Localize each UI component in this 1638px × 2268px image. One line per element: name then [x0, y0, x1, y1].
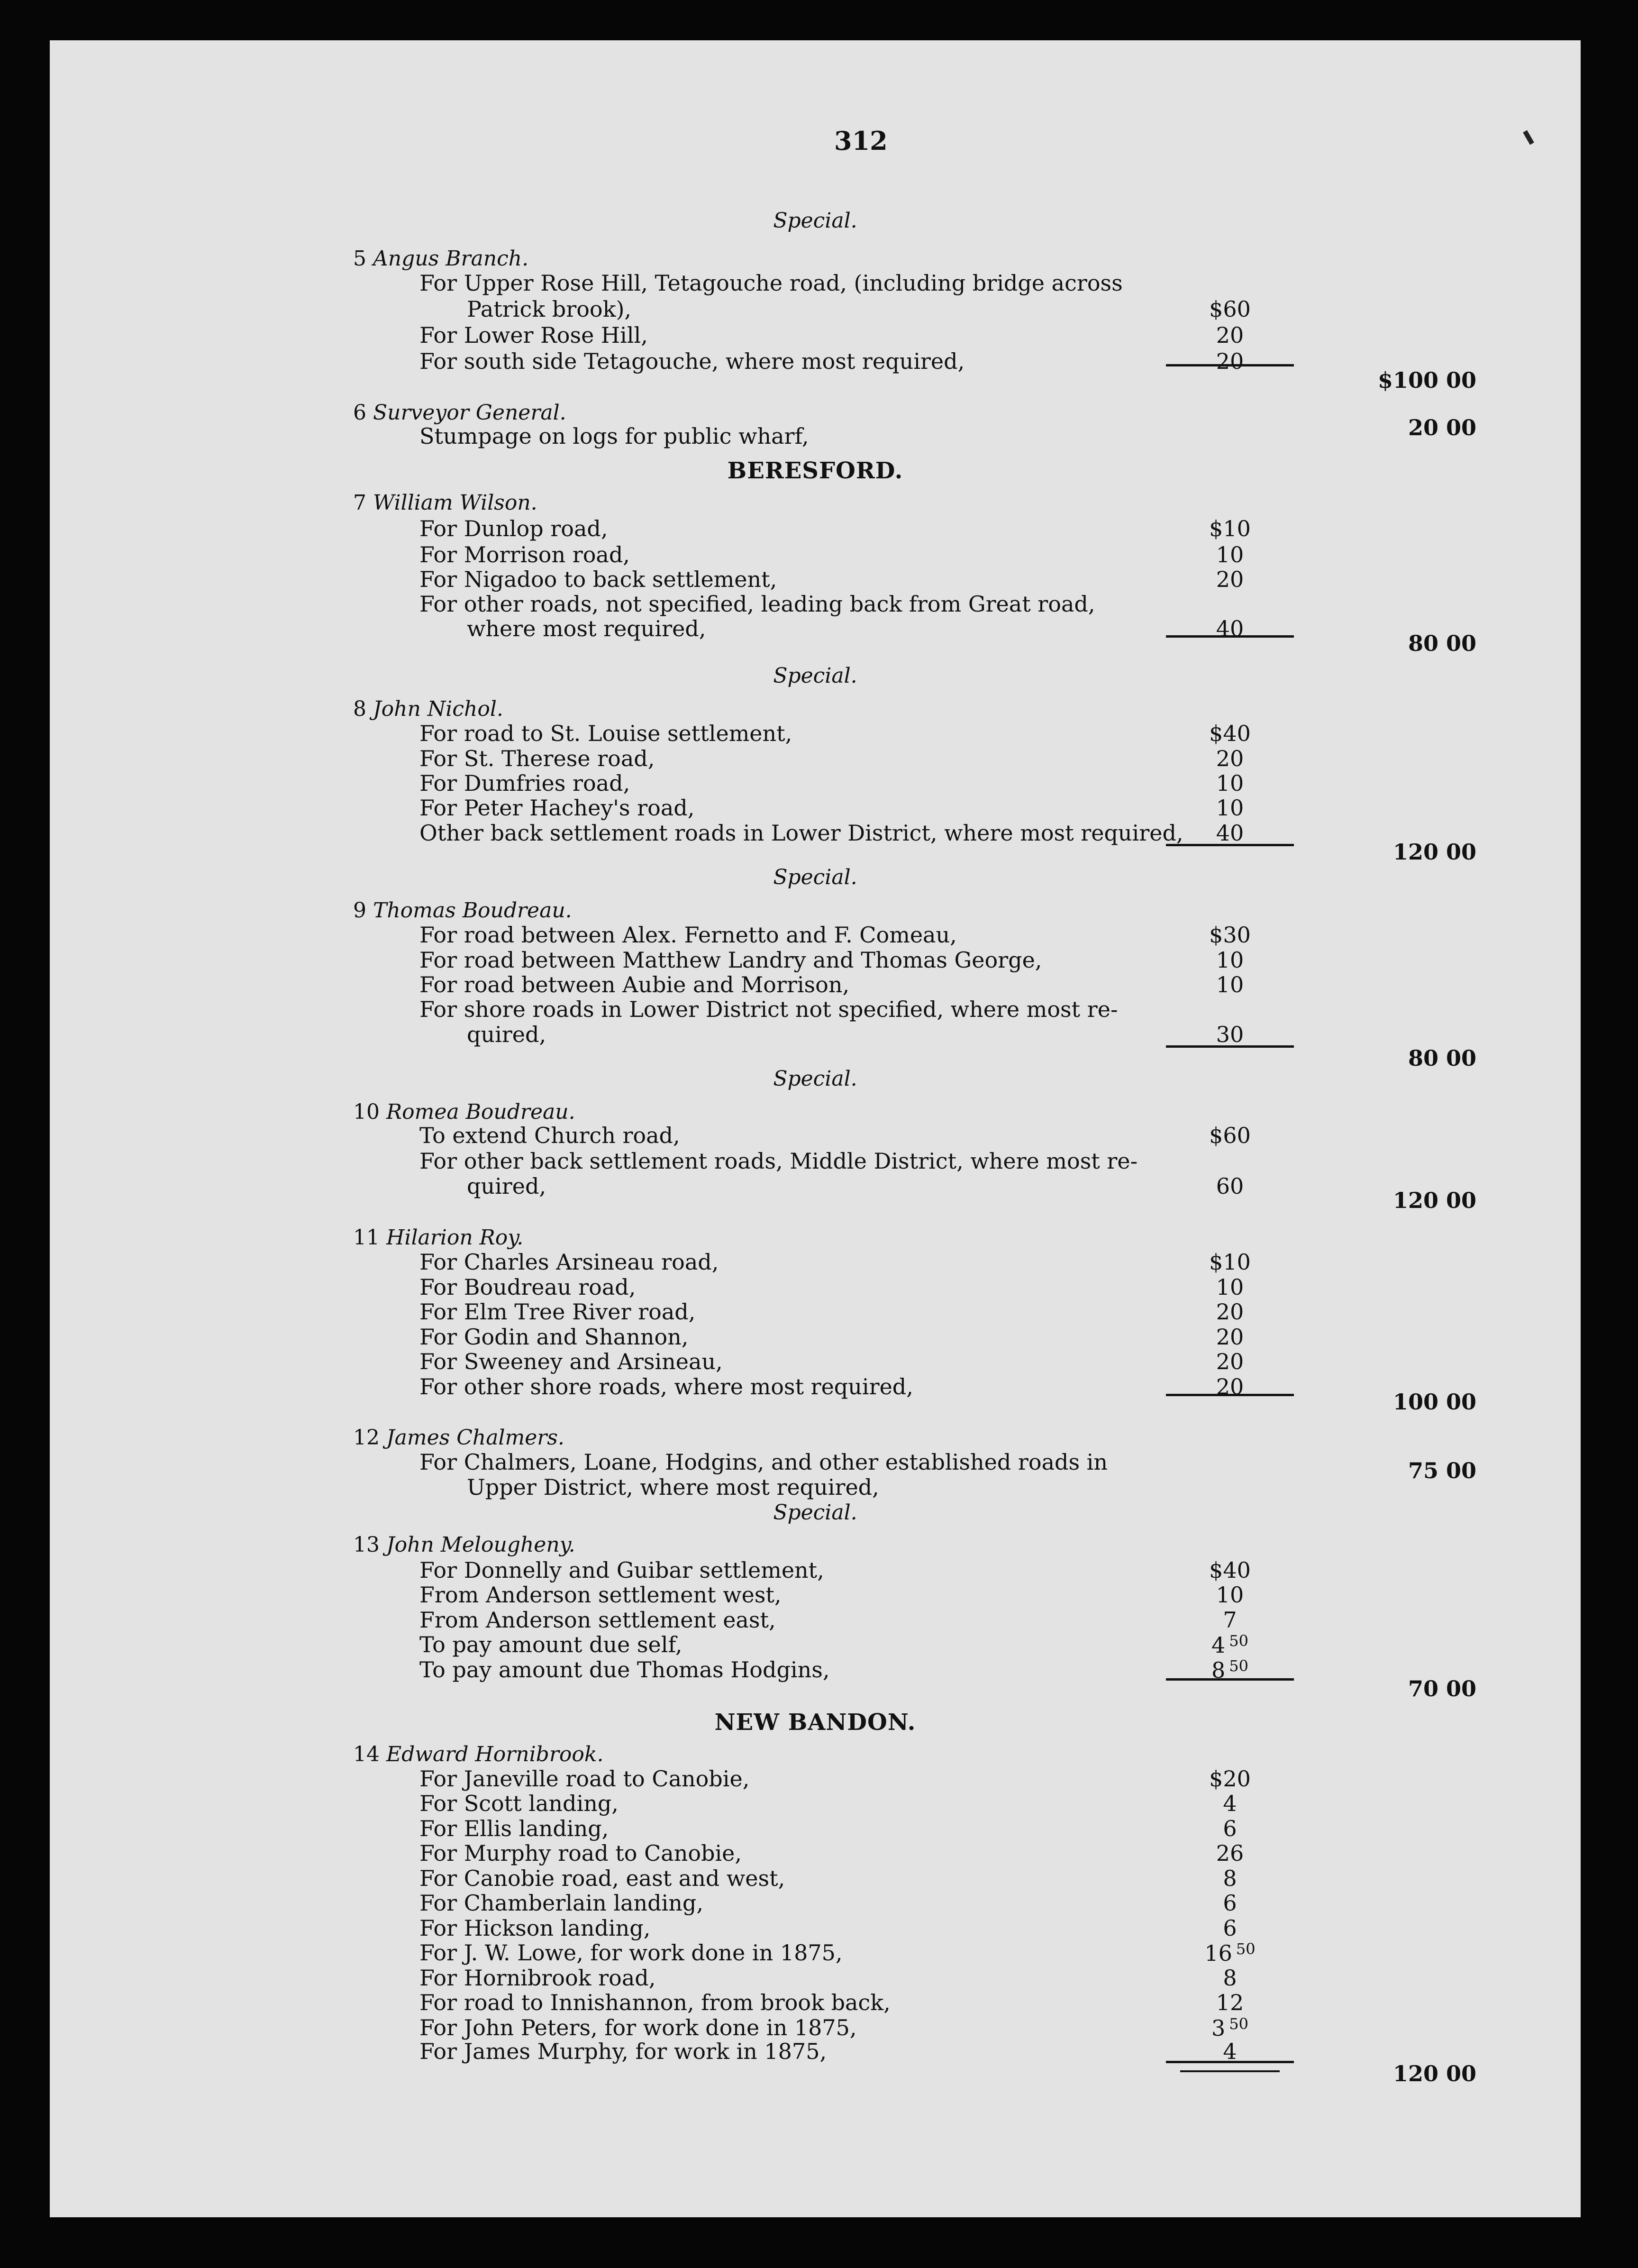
- item-dollars: 20: [1216, 746, 1244, 771]
- item-row: [50, 1940, 1581, 1968]
- item-description: For St. Therese road,: [419, 746, 655, 771]
- entry-payee: John Melougheny.: [386, 1533, 575, 1557]
- item-dollars: $40: [1209, 721, 1251, 746]
- item-dollars: 4: [1223, 2039, 1237, 2064]
- item-dollars: 10: [1216, 1274, 1244, 1300]
- item-dollars: $20: [1209, 1766, 1251, 1792]
- item-row: [50, 1990, 1581, 2018]
- item-dollars: 26: [1216, 1840, 1244, 1866]
- item-cents: 50: [1229, 1657, 1248, 1675]
- sum-rule: [1166, 1394, 1294, 1396]
- item-description: quired,: [467, 1022, 546, 1047]
- item-dollars: 10: [1216, 795, 1244, 821]
- item-amount: [1173, 1582, 1287, 1608]
- item-dollars: 30: [1216, 1022, 1244, 1047]
- item-description: For Dumfries road,: [419, 770, 630, 796]
- item-dollars: $10: [1209, 516, 1251, 541]
- item-amount: [1173, 972, 1287, 997]
- item-description: For J. W. Lowe, for work done in 1875,: [419, 1940, 843, 1966]
- item-description: For road to St. Louise settlement,: [419, 721, 792, 746]
- item-dollars: 6: [1223, 1915, 1237, 1941]
- item-row: [50, 947, 1581, 976]
- entry-heading: [353, 491, 537, 515]
- item-row: [50, 1866, 1581, 1894]
- item-description: For Chalmers, Loane, Hodgins, and other established roads in: [419, 1449, 1108, 1475]
- item-description: To pay amount due Thomas Hodgins,: [419, 1657, 830, 1683]
- item-dollars: 8: [1223, 1965, 1237, 1991]
- item-cents: 50: [1229, 2015, 1248, 2033]
- item-dollars: $10: [1209, 1249, 1251, 1275]
- entry-total: 20 00: [1408, 415, 1476, 440]
- item-dollars: 10: [1216, 947, 1244, 973]
- entry-number: 7: [353, 491, 366, 515]
- item-description: For Sweeney and Arsineau,: [419, 1349, 723, 1374]
- special-label: Special.: [773, 865, 857, 889]
- item-description: For road to Innishannon, from brook back,: [419, 1990, 891, 2015]
- item-row: [50, 795, 1581, 823]
- item-description: quired,: [467, 1173, 546, 1199]
- sum-rule: [1166, 1678, 1294, 1681]
- entry-total: 80 00: [1408, 631, 1476, 656]
- entry-total: 120 00: [1392, 839, 1476, 865]
- entry-payee: James Chalmers.: [386, 1426, 564, 1450]
- item-description: For Chamberlain landing,: [419, 1890, 703, 1916]
- item-description: For Donnelly and Guibar settlement,: [419, 1557, 824, 1583]
- item-amount: [1173, 746, 1287, 771]
- item-dollars: $40: [1209, 1557, 1251, 1583]
- entry-number: 14: [353, 1742, 380, 1766]
- item-amount: [1173, 1324, 1287, 1350]
- item-row: [50, 1890, 1581, 1919]
- entry-number: 9: [353, 898, 366, 923]
- item-cents: 50: [1229, 1632, 1248, 1650]
- item-description: For Hickson landing,: [419, 1915, 651, 1941]
- entry-number: 12: [353, 1426, 380, 1450]
- entry-number: 5: [353, 247, 366, 271]
- item-row: [50, 322, 1581, 351]
- entry-total: 75 00: [1408, 1458, 1476, 1483]
- item-amount: [1173, 1816, 1287, 1841]
- item-dollars: 4: [1211, 1632, 1226, 1658]
- item-row: [50, 1324, 1581, 1353]
- item-description: Stumpage on logs for public wharf,: [419, 423, 809, 449]
- item-row: [50, 591, 1581, 620]
- sum-rule: [1166, 364, 1294, 366]
- item-description: For Morrison road,: [419, 542, 630, 567]
- item-description: For John Peters, for work done in 1875,: [419, 2015, 857, 2040]
- item-row: [50, 1299, 1581, 1327]
- item-dollars: $30: [1209, 922, 1251, 948]
- item-dollars: 60: [1216, 1173, 1244, 1199]
- entry-payee: William Wilson.: [373, 491, 537, 515]
- entry-heading: [353, 697, 503, 721]
- item-description: For Scott landing,: [419, 1791, 619, 1816]
- item-row: [50, 972, 1581, 1000]
- item-row: [50, 1965, 1581, 1994]
- item-row: [50, 1582, 1581, 1610]
- item-amount: [1173, 1940, 1287, 1966]
- item-description: For other shore roads, where most required,: [419, 1374, 913, 1399]
- item-amount: [1173, 2015, 1287, 2041]
- entry-number: 6: [353, 401, 366, 425]
- item-description: For Boudreau road,: [419, 1274, 636, 1300]
- district-heading: BERESFORD.: [727, 457, 903, 484]
- item-dollars: 20: [1216, 322, 1244, 348]
- item-row: [50, 1816, 1581, 1844]
- item-amount: [1173, 1632, 1287, 1658]
- item-dollars: 6: [1223, 1890, 1237, 1916]
- item-amount: [1173, 322, 1287, 348]
- item-row: [50, 770, 1581, 799]
- item-description: To pay amount due self,: [419, 1632, 682, 1657]
- item-amount: [1173, 1607, 1287, 1633]
- entry-heading: [353, 1426, 564, 1450]
- item-amount: [1173, 820, 1287, 846]
- item-dollars: $60: [1209, 296, 1251, 322]
- item-dollars: 16: [1204, 1940, 1232, 1966]
- item-description: Patrick brook),: [467, 296, 632, 322]
- entry-payee: Angus Branch.: [373, 247, 529, 271]
- item-description: For road between Alex. Fernetto and F. Comeau,: [419, 922, 957, 948]
- item-description: For Hornibrook road,: [419, 1965, 656, 1991]
- entry-heading: [353, 247, 528, 271]
- item-description: Upper District, where most required,: [467, 1474, 879, 1500]
- item-dollars: 6: [1223, 1816, 1237, 1841]
- special-label: Special.: [773, 209, 857, 233]
- sum-rule: [1166, 635, 1294, 638]
- item-dollars: 20: [1216, 1374, 1244, 1399]
- item-row: [50, 746, 1581, 774]
- item-description: To extend Church road,: [419, 1123, 680, 1148]
- item-dollars: 4: [1223, 1791, 1237, 1816]
- item-description: For Charles Arsineau road,: [419, 1249, 719, 1275]
- item-row: [50, 1766, 1581, 1794]
- item-cents: 50: [1236, 1940, 1256, 1958]
- item-amount: [1173, 770, 1287, 796]
- item-amount: [1173, 1791, 1287, 1816]
- margin-mark: [1523, 130, 1534, 145]
- entry-total: $100 00: [1377, 367, 1476, 393]
- item-description: For south side Tetagouche, where most required,: [419, 348, 965, 374]
- item-amount: [1173, 1965, 1287, 1991]
- item-amount: [1173, 1274, 1287, 1300]
- item-description: For other back settlement roads, Middle District, where most re-: [419, 1148, 1138, 1174]
- item-amount: [1173, 348, 1287, 374]
- item-row: [50, 1123, 1581, 1151]
- item-description: Other back settlement roads in Lower District, where most required,: [419, 820, 1183, 846]
- item-row: [50, 721, 1581, 749]
- entry-heading: [353, 1100, 575, 1124]
- item-amount: [1173, 1249, 1287, 1275]
- special-label: Special.: [773, 1067, 857, 1091]
- item-amount: [1173, 1890, 1287, 1916]
- document-page: [50, 40, 1581, 2217]
- item-amount: [1173, 1866, 1287, 1891]
- item-description: For road between Aubie and Morrison,: [419, 972, 850, 997]
- item-amount: [1173, 1990, 1287, 2015]
- sum-rule-double: [1180, 2070, 1280, 2072]
- district-heading: NEW BANDON.: [714, 1709, 916, 1736]
- item-row: [50, 1148, 1581, 1177]
- entry-number: 10: [353, 1100, 380, 1124]
- item-dollars: 8: [1211, 1657, 1226, 1683]
- item-row: [50, 516, 1581, 544]
- entry-payee: Hilarion Roy.: [386, 1225, 524, 1250]
- item-amount: [1173, 1557, 1287, 1583]
- item-amount: [1173, 542, 1287, 567]
- item-amount: [1173, 721, 1287, 746]
- item-amount: [1173, 2039, 1287, 2064]
- item-dollars: 40: [1216, 820, 1244, 846]
- entry-heading: [353, 898, 572, 923]
- item-amount: [1173, 947, 1287, 973]
- entry-payee: John Nichol.: [373, 697, 503, 721]
- entry-number: 11: [353, 1225, 380, 1250]
- item-dollars: 20: [1216, 348, 1244, 374]
- item-amount: [1173, 1840, 1287, 1866]
- item-dollars: 20: [1216, 1299, 1244, 1325]
- item-row: [50, 1607, 1581, 1636]
- item-row: [50, 1349, 1581, 1377]
- item-description: For Upper Rose Hill, Tetagouche road, (including bridge across: [419, 270, 1123, 296]
- entry-number: 8: [353, 697, 366, 721]
- item-row: [50, 296, 1581, 325]
- item-row: [50, 1791, 1581, 1819]
- item-amount: [1173, 516, 1287, 541]
- item-description: For road between Matthew Landry and Thomas George,: [419, 947, 1042, 973]
- entry-total: 120 00: [1392, 2061, 1476, 2086]
- item-amount: [1173, 922, 1287, 948]
- item-dollars: 20: [1216, 1324, 1244, 1350]
- item-description: For Godin and Shannon,: [419, 1324, 689, 1350]
- item-description: For Elm Tree River road,: [419, 1299, 696, 1325]
- item-row: [50, 1915, 1581, 1944]
- entry-payee: Romea Boudreau.: [386, 1100, 575, 1124]
- special-label: Special.: [773, 664, 857, 688]
- item-amount: [1173, 1766, 1287, 1792]
- item-row: [50, 1249, 1581, 1278]
- item-row: [50, 1557, 1581, 1586]
- entry-payee: Surveyor General.: [373, 401, 566, 425]
- entry-payee: Thomas Boudreau.: [373, 898, 572, 923]
- item-description: where most required,: [467, 616, 706, 641]
- page-number: 312: [834, 126, 888, 156]
- item-dollars: $60: [1209, 1123, 1251, 1148]
- item-description: For Ellis landing,: [419, 1816, 609, 1841]
- item-row: [50, 270, 1581, 299]
- item-dollars: 10: [1216, 972, 1244, 997]
- item-dollars: 12: [1216, 1990, 1244, 2015]
- item-description: For other roads, not specified, leading back from Great road,: [419, 591, 1095, 617]
- item-description: For Janeville road to Canobie,: [419, 1766, 750, 1792]
- item-description: For shore roads in Lower District not specified, where most re-: [419, 997, 1118, 1022]
- entry-heading: [353, 1533, 575, 1557]
- item-row: [50, 567, 1581, 595]
- item-description: For Peter Hachey's road,: [419, 795, 695, 821]
- sum-rule: [1166, 1045, 1294, 1048]
- item-dollars: 7: [1223, 1607, 1237, 1633]
- sum-rule: [1166, 844, 1294, 846]
- item-dollars: 40: [1216, 616, 1244, 641]
- item-dollars: 3: [1211, 2015, 1226, 2041]
- item-row: [50, 997, 1581, 1025]
- entry-total: 70 00: [1408, 1676, 1476, 1701]
- entry-total: 80 00: [1408, 1045, 1476, 1071]
- item-description: For Canobie road, east and west,: [419, 1866, 785, 1891]
- entry-heading: [353, 1742, 604, 1766]
- item-description: For James Murphy, for work in 1875,: [419, 2039, 827, 2064]
- item-description: For Lower Rose Hill,: [419, 322, 648, 348]
- item-amount: [1173, 1299, 1287, 1325]
- item-row: [50, 922, 1581, 951]
- item-row: [50, 542, 1581, 570]
- entry-total: 100 00: [1392, 1389, 1476, 1415]
- item-description: From Anderson settlement west,: [419, 1582, 782, 1608]
- item-amount: [1173, 1022, 1287, 1047]
- entry-heading: [353, 1225, 523, 1250]
- item-description: For Nigadoo to back settlement,: [419, 567, 777, 592]
- item-description: For Dunlop road,: [419, 516, 608, 541]
- entry-total: 120 00: [1392, 1188, 1476, 1213]
- item-dollars: 10: [1216, 770, 1244, 796]
- item-description: For Murphy road to Canobie,: [419, 1840, 742, 1866]
- item-amount: [1173, 1173, 1287, 1199]
- item-amount: [1173, 567, 1287, 592]
- item-dollars: 10: [1216, 542, 1244, 567]
- item-row: [50, 1632, 1581, 1660]
- item-amount: [1173, 1915, 1287, 1941]
- item-dollars: 20: [1216, 1349, 1244, 1374]
- item-amount: [1173, 1123, 1287, 1148]
- item-dollars: 8: [1223, 1866, 1237, 1891]
- item-row: [50, 1274, 1581, 1303]
- sum-rule: [1166, 2061, 1294, 2063]
- entry-heading: [353, 401, 566, 425]
- item-amount: [1173, 795, 1287, 821]
- item-dollars: 20: [1216, 567, 1244, 592]
- item-amount: [1173, 1349, 1287, 1374]
- item-dollars: 10: [1216, 1582, 1244, 1608]
- entry-payee: Edward Hornibrook.: [386, 1742, 604, 1766]
- item-amount: [1173, 296, 1287, 322]
- item-row: [50, 1840, 1581, 1869]
- entry-number: 13: [353, 1533, 380, 1557]
- item-description: From Anderson settlement east,: [419, 1607, 776, 1633]
- special-label: Special.: [773, 1500, 857, 1525]
